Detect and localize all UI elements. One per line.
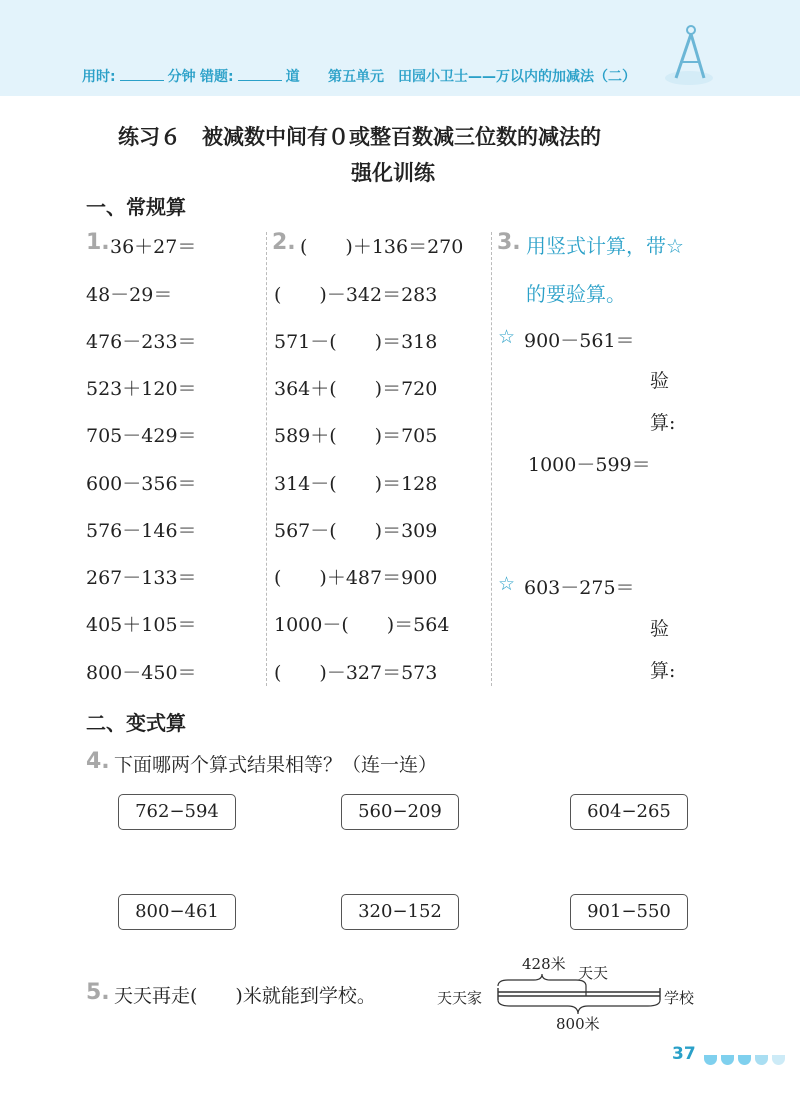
q2-item[interactable]: ( )＋487＝900: [274, 567, 438, 589]
q1-item[interactable]: 36＋27＝: [110, 236, 197, 258]
errors-field: [200, 66, 300, 86]
q1-item[interactable]: 267－133＝: [86, 567, 197, 589]
header-wave: [0, 88, 800, 102]
time-label: 用时:: [82, 69, 116, 85]
dot-icon: [755, 1055, 768, 1065]
dot-icon: [704, 1055, 717, 1065]
q5-number: 5.: [86, 980, 110, 1005]
dot-icon: [772, 1055, 785, 1065]
q1-item[interactable]: 576－146＝: [86, 520, 197, 542]
column-divider-1: [266, 232, 267, 686]
q5-text: 天天再走( )米就能到学校。: [114, 985, 376, 1007]
q3-number: 3.: [497, 230, 521, 255]
person-label: 天天: [578, 964, 609, 982]
page-number: 37: [672, 1044, 696, 1064]
q1-item[interactable]: 800－450＝: [86, 662, 197, 684]
q1-item[interactable]: 705－429＝: [86, 425, 197, 447]
section1-heading: 一、常规算: [86, 195, 186, 219]
compass-icon: [664, 22, 714, 88]
page-title-line1: 练习６ 被减数中间有０或整百数减三位数的减法的: [118, 125, 601, 149]
section2-heading: 二、变式算: [86, 711, 186, 735]
q2-number: 2.: [272, 230, 296, 255]
check-label-char2: 算:: [650, 660, 676, 682]
q2-item[interactable]: 314－( )＝128: [274, 473, 438, 495]
top-distance: 428米: [522, 955, 566, 973]
q2-item[interactable]: 589＋( )＝705: [274, 425, 438, 447]
expression-box[interactable]: 901−550: [570, 894, 688, 930]
errors-unit: 道: [285, 69, 300, 85]
star-icon: ☆: [498, 573, 516, 595]
distance-diagram: [494, 972, 666, 1016]
q4-number: 4.: [86, 749, 110, 774]
q2-item[interactable]: 567－( )＝309: [274, 520, 438, 542]
q4-text: 下面哪两个算式结果相等？（连一连）: [114, 754, 438, 776]
q2-item[interactable]: 364＋( )＝720: [274, 378, 438, 400]
check-label-char1: 验: [650, 370, 670, 392]
total-distance: 800米: [556, 1015, 600, 1033]
check-label-char1: 验: [650, 618, 670, 640]
q3-instruction-line1: 用竖式计算，带☆: [526, 234, 684, 258]
column-divider-2: [491, 232, 492, 686]
dot-icon: [738, 1055, 751, 1065]
errors-blank[interactable]: [238, 68, 282, 81]
q1-item[interactable]: 48－29＝: [86, 284, 173, 306]
end-label: 学校: [664, 989, 695, 1007]
page-dots: [700, 1050, 785, 1069]
q3-problem2[interactable]: 1000－599＝: [528, 454, 651, 476]
q2-item[interactable]: 571－( )＝318: [274, 331, 438, 353]
start-label: 天天家: [437, 989, 483, 1007]
dot-icon: [721, 1055, 734, 1065]
q2-item[interactable]: ( )－342＝283: [274, 284, 438, 306]
expression-box[interactable]: 560−209: [341, 794, 459, 830]
q2-item[interactable]: ( )－327＝573: [274, 662, 438, 684]
time-unit: 分钟: [167, 69, 196, 85]
errors-label: 错题:: [200, 69, 234, 85]
time-field: [82, 66, 196, 86]
q2-item[interactable]: 1000－( )＝564: [274, 614, 450, 636]
unit-title: 第五单元 田园小卫士——万以内的加减法（二）: [328, 69, 636, 85]
q2-item[interactable]: ( )＋136＝270: [300, 236, 464, 258]
q3-instruction-line2: 的要验算。: [526, 282, 626, 306]
q1-item[interactable]: 476－233＝: [86, 331, 197, 353]
star-icon: ☆: [498, 326, 516, 348]
time-blank[interactable]: [120, 68, 164, 81]
expression-box[interactable]: 604−265: [570, 794, 688, 830]
q3-problem3[interactable]: 603－275＝: [524, 577, 635, 599]
check-label-char2: 算:: [650, 412, 676, 434]
expression-box[interactable]: 320−152: [341, 894, 459, 930]
q3-problem1[interactable]: 900－561＝: [524, 330, 635, 352]
expression-box[interactable]: 800−461: [118, 894, 236, 930]
q1-item[interactable]: 405＋105＝: [86, 614, 197, 636]
q1-number: 1.: [86, 230, 110, 255]
expression-box[interactable]: 762−594: [118, 794, 236, 830]
q1-item[interactable]: 600－356＝: [86, 473, 197, 495]
page-title-line2: 强化训练: [351, 161, 435, 185]
q1-item[interactable]: 523＋120＝: [86, 378, 197, 400]
